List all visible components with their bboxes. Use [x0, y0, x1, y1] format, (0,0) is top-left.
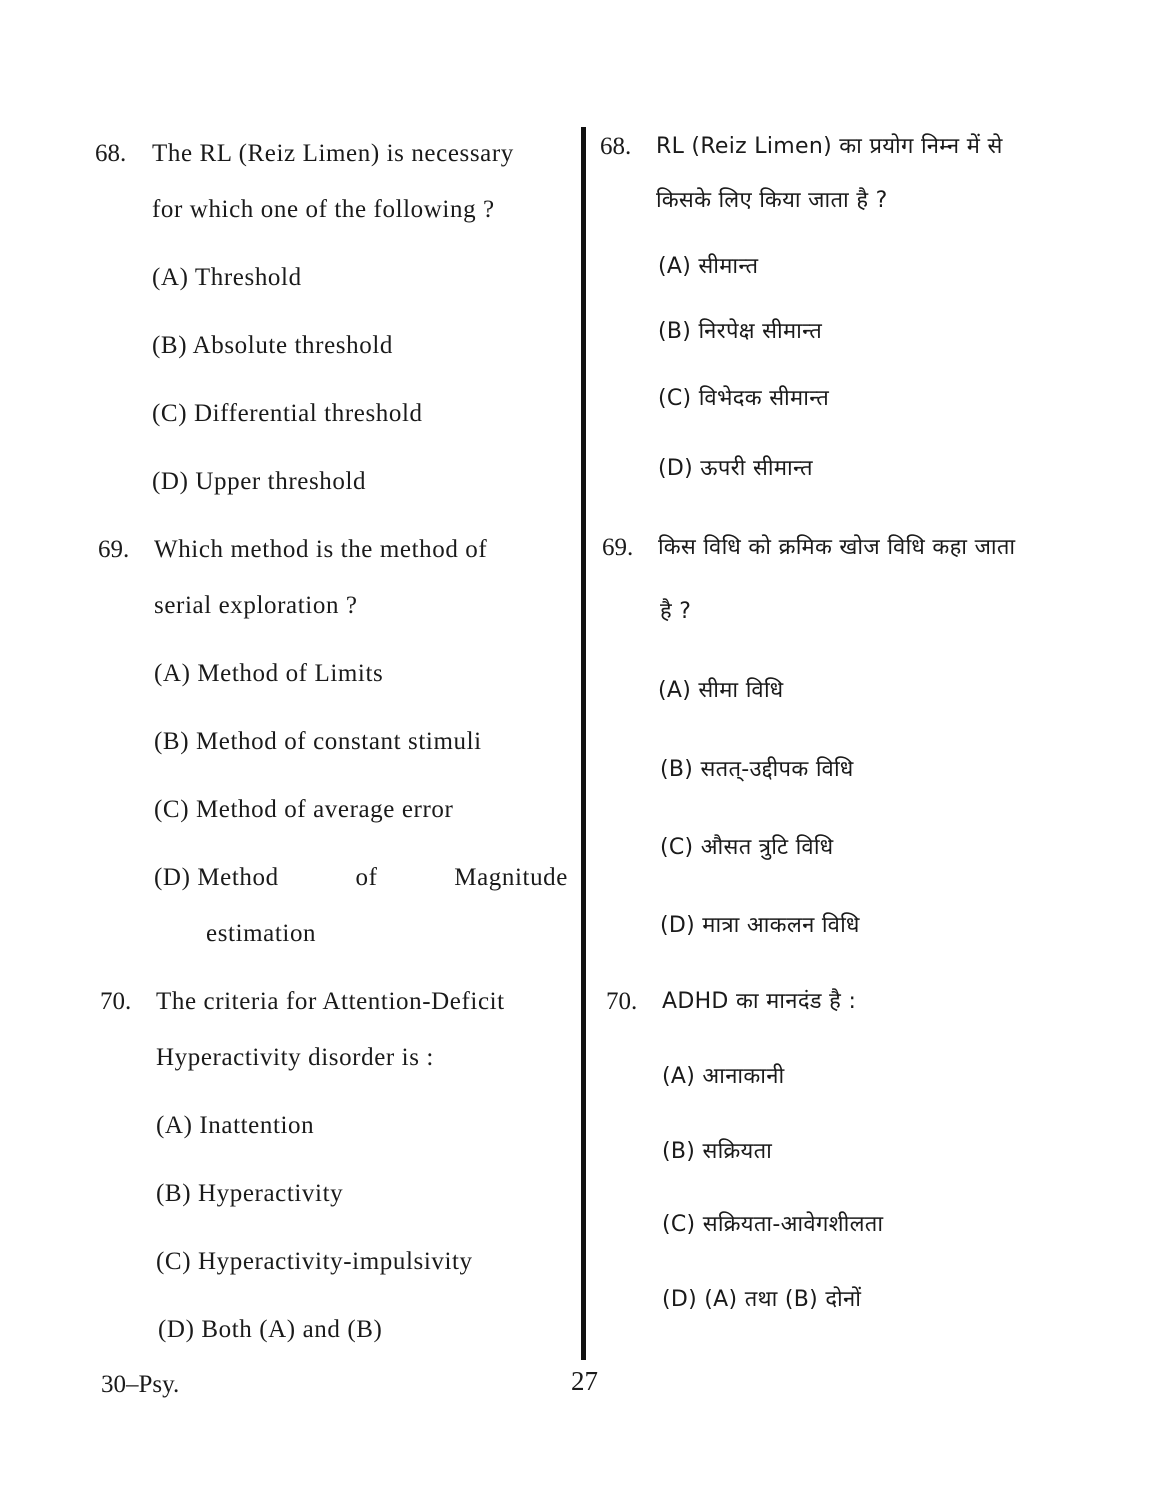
option-b: (B) Absolute threshold — [152, 332, 393, 359]
question-text: serial exploration ? — [154, 592, 358, 619]
option-d: (D) ऊपरी सीमान्त — [658, 456, 813, 481]
option-d-part: of — [355, 864, 378, 891]
option-b: (B) Hyperactivity — [156, 1180, 344, 1207]
option-d — [154, 864, 568, 892]
question-number: 70. — [100, 988, 132, 1015]
option-d-part: (D) Method — [154, 864, 279, 891]
option-d: (D) मात्रा आकलन विधि — [660, 913, 860, 938]
option-b: (B) Method of constant stimuli — [154, 728, 482, 755]
option-a: (A) Threshold — [152, 264, 302, 291]
option-a: (A) सीमान्त — [658, 254, 759, 279]
option-a: (A) Inattention — [156, 1112, 315, 1139]
option-c: (C) औसत त्रुटि विधि — [660, 835, 834, 860]
question-number: 68. — [95, 140, 127, 167]
option-c: (C) Method of average error — [154, 796, 454, 823]
option-a: (A) आनाकानी — [662, 1064, 785, 1089]
question-text: किसके लिए किया जाता है ? — [656, 188, 888, 213]
option-d: (D) Both (A) and (B) — [158, 1316, 383, 1343]
option-c: (C) Differential threshold — [152, 400, 423, 427]
option-d-part: Magnitude — [454, 864, 568, 891]
question-text: The RL (Reiz Limen) is necessary — [152, 140, 514, 167]
option-a: (A) Method of Limits — [154, 660, 384, 687]
question-number: 68. — [600, 133, 632, 160]
option-c: (C) सक्रियता-आवेगशीलता — [662, 1212, 884, 1237]
question-number: 69. — [98, 536, 130, 563]
question-text: RL (Reiz Limen) का प्रयोग निम्न में से — [656, 134, 1003, 159]
question-number: 69. — [602, 534, 634, 561]
paper-code: 30–Psy. — [101, 1371, 180, 1398]
option-d-continuation: estimation — [206, 920, 317, 947]
question-text: ADHD का मानदंड है : — [662, 989, 857, 1014]
question-text: for which one of the following ? — [152, 196, 495, 223]
option-c: (C) Hyperactivity-impulsivity — [156, 1248, 473, 1275]
option-b: (B) सक्रियता — [662, 1139, 773, 1164]
column-divider — [581, 127, 586, 1360]
option-c: (C) विभेदक सीमान्त — [658, 386, 830, 411]
question-text: Hyperactivity disorder is : — [156, 1044, 434, 1071]
question-text: The criteria for Attention-Deficit — [156, 988, 505, 1015]
question-text: किस विधि को क्रमिक खोज विधि कहा जाता — [658, 535, 1016, 560]
option-b: (B) निरपेक्ष सीमान्त — [658, 319, 823, 344]
option-d: (D) (A) तथा (B) दोनों — [662, 1287, 862, 1312]
question-text: है ? — [660, 599, 692, 624]
option-a: (A) सीमा विधि — [658, 678, 784, 703]
question-number: 70. — [606, 988, 638, 1015]
option-d: (D) Upper threshold — [152, 468, 367, 495]
page-number: 27 — [571, 1366, 598, 1396]
option-b: (B) सतत्-उद्दीपक विधि — [660, 757, 854, 782]
question-text: Which method is the method of — [154, 536, 488, 563]
